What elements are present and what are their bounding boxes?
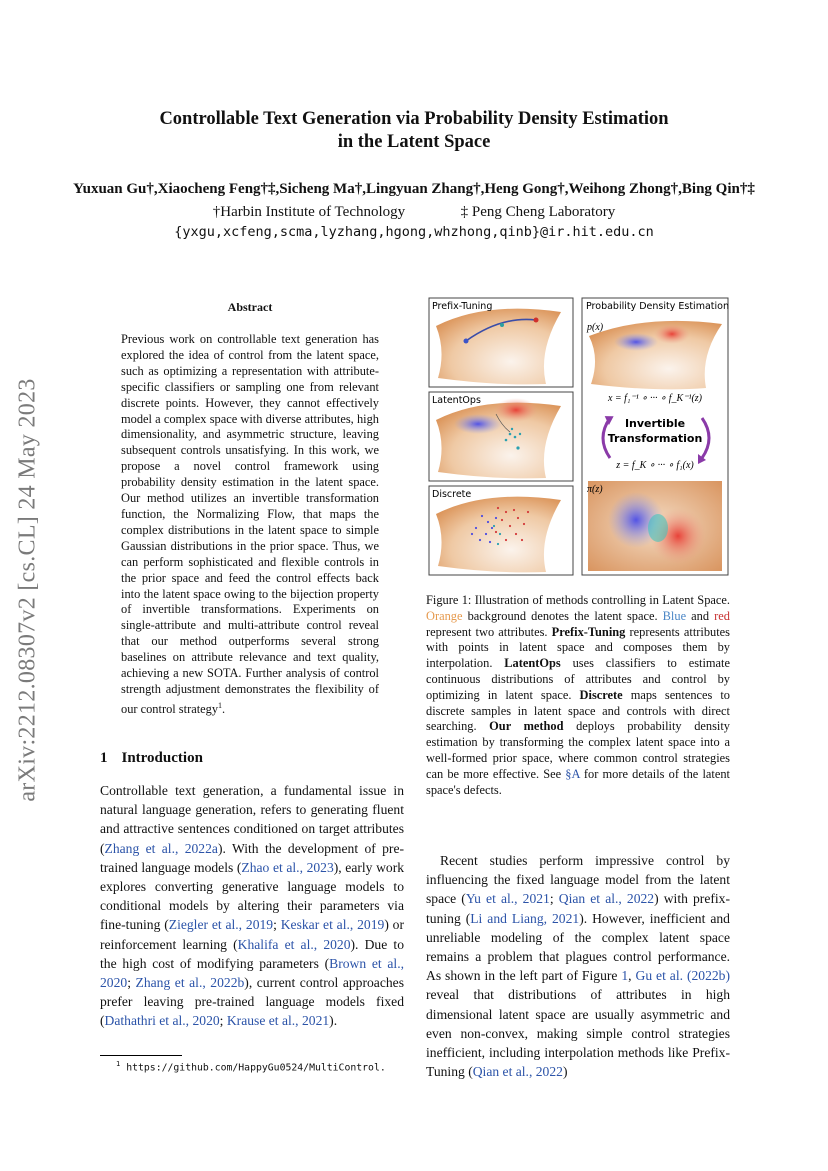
interpolated-point [500,323,504,327]
caption-text: uses classifiers to estimate continuous distributions of attributes and control by optimizing in latent space. [426,656,730,702]
red-distribution [654,324,690,344]
caption-text: background denotes the latent space. [462,608,663,623]
citation-link[interactable]: Li and Liang, 2021 [470,910,580,926]
appendix-link[interactable]: §A [565,766,580,781]
red-distribution [494,398,538,422]
intersection-region [648,514,668,542]
latent-space-sheet [436,309,561,385]
piz-label: π(z) [587,484,603,495]
figure-1-illustration [426,296,732,582]
panel-label-prefix-tuning: Prefix-Tuning [432,301,493,312]
panel-label-pde: Probability Density Estimation [586,301,729,312]
citation-link[interactable]: Yu et al., 2021 [465,891,550,907]
px-label: p(x) [587,322,604,333]
col2-text: reveal that distributions of attributes in high dimensional latent space are usually asymmetric and even non-convex, making simple control strategies inefficient, including interpolation methods like Prefix-Tuning ( [426,987,730,1080]
caption-text: represent two attributes. [426,624,552,639]
citation-link[interactable]: Ziegler et al., 2019 [168,917,274,933]
footnote-mark: 1 [116,1060,121,1068]
citation-link[interactable]: Brown et al., 2020 [100,955,404,991]
intro-text: ), early work explores converting generative language models to conditional models by altering their parameters via fine-tuning ( [100,859,405,933]
affiliation-hit: †Harbin Institute of Technology [212,204,406,220]
caption-text: represents attributes with points in latent space and composes them by interpolation. [426,624,730,671]
intro-text: ). Due to the high cost of modifying parameters ( [100,936,404,971]
citation-link[interactable]: Khalifa et al., 2020 [237,936,351,952]
footnote [116,1060,386,1073]
caption-red-word: red [714,608,730,623]
footnote-url[interactable]: https://github.com/HappyGu0524/MultiControl. [126,1062,386,1074]
col2-text: ). However, inefficient and unreliable modeling of the complex latent space remains a problem that plagues control performance. As shown in the left part of Figure [426,910,730,984]
caption-keyword: Our method [489,719,564,734]
caption-text: Figure 1: Illustration of methods controlling in Latent Space. [426,593,730,607]
invertible-label-line2: Transformation [607,432,703,445]
intro-text: ; [127,975,136,991]
citation-link[interactable]: Zhang et al., 2022b [135,975,245,991]
blue-distribution [454,414,502,434]
author-emails: {yxgu,xcfeng,scma,lyzhang,hgong,whzhong,qinb}@ir.hit.edu.cn [174,224,654,240]
column-2-paragraph [426,851,730,1081]
arxiv-stamp [8,330,48,850]
abstract-body: Previous work on controllable text generation has explored the idea of control from the latent space, such as optimizing a representation with attribute-specific classifiers or sampling one from relevant discrete points. However, they cannot effectively model a complex space with diverse attributes, high dimensionality, and asymmetric structure, leaving subsequent controls unsatisfying. In this work, we propose a novel control framework using probability density estimation in the latent space. Our method utilizes an invertible transformation function, the Normalizing Flow, that maps the complex distributions in the latent space to simple Gaussian distributions in the prior space. Thus, we can perform sophisticated and flexible controls in the prior space and feed the control effects back into the latent space owing to the bijection property of invertible transformations. Experiments on single-attribute and multi-attribute control reveal that our method outperforms several strong baselines on attribute relevance and text quality, achieving a new SOTA. Further analysis of control strength adjustment demonstrates the flexibility of our control strategy [121,332,379,716]
footnote-rule [100,1055,182,1056]
caption-keyword: Discrete [579,687,623,702]
col2-text: , [628,968,636,984]
section-title: Introduction [121,750,203,766]
citation-link[interactable]: Gu et al. (2022b) [635,968,730,984]
title-line-2: in the Latent Space [337,132,491,152]
citation-link[interactable]: Qian et al., 2022 [558,891,655,907]
forward-equation: z = f_K ∘ ··· ∘ f₁(x) [616,460,694,471]
citation-link[interactable]: Zhao et al., 2023 [241,859,334,875]
blue-distribution [614,333,658,351]
red-attribute-point [534,318,539,323]
intro-text: ). With the development of pre-trained language models ( [100,840,404,875]
abstract-footnote-mark[interactable]: 1 [218,700,223,710]
caption-orange-word: Orange [426,608,463,623]
invertible-label-line1: Invertible [624,417,686,430]
col2-text: ) with prefix-tuning ( [426,891,730,926]
abstract-heading: Abstract [227,300,273,314]
intro-text: ; [273,917,281,933]
figure-ref-link[interactable]: 1 [621,968,629,984]
panel-label-latentops: LatentOps [432,395,481,406]
caption-text: and [686,608,715,623]
col2-text: ; [549,891,559,907]
intro-text: ), current control approaches prefer leaving pre-trained language models fixed ( [100,975,404,1029]
section-number: 1 [100,750,108,766]
citation-link[interactable]: Keskar et al., 2019 [280,917,385,933]
affiliation-pcl: ‡ Peng Cheng Laboratory [460,204,616,220]
intro-text: ; [219,1013,227,1029]
caption-blue-word: Blue [662,608,687,623]
col2-text: Recent studies perform impressive control by influencing the fixed language model from the latent space ( [426,853,730,907]
citation-link[interactable]: Dathathri et al., 2020 [104,1013,220,1029]
caption-keyword: LatentOps [504,656,561,671]
citation-link[interactable]: Zhang et al., 2022a [104,840,218,856]
caption-text: maps sentences to discrete samples in latent space and controls with direct searching. [426,687,730,734]
abstract-text: Previous work on controllable text generation has explored the idea of control from the latent space, such as optimizing a representation with attribute-specific classifiers or sampling one from relevant discrete points. However, they cannot effectively model a complex space with diverse attributes, high dimensionality, and asymmetric structure, leaving subsequent controls unsatisfying. In this work, we propose a novel control framework using probability density estimation in the latent space. Our method utilizes an invertible transformation function, the Normalizing Flow, that maps the complex distributions in the latent space to simple Gaussian distributions in the prior space. Thus, we can perform sophisticated and flexible controls in the prior space and feed the control effects back into the latent space owing to the bijection property of invertible transformations. Experiments on single-attribute and multi-attribute control reveal that our method outperforms several strong baselines on attribute relevance and text quality, achieving a new SOTA. Further analysis of control strength adjustment demonstrates the flexibility of our control strategy$^1$. [121,332,379,716]
arxiv-id: arXiv:2212.08307v2 [cs.CL] 24 May 2023 [14,378,41,802]
panel-label-discrete: Discrete [432,489,472,500]
intro-text: Controllable text generation, a fundamental issue in natural language generation, refers to generating fluent and attractive sentences conditioned on target attributes ( [100,783,404,856]
col2-text: ) [562,1064,568,1080]
citation-link[interactable]: Qian et al., 2022 [472,1064,563,1080]
caption-text: deploys probability density estimation by transforming the complex latent space into a well-formed prior space, where common control strategies can be more effective. See [426,719,730,781]
title-line-1: Controllable Text Generation via Probability Density Estimation [159,109,669,129]
caption-text: for more details of the latent space's defects. [426,766,730,797]
affiliations [0,203,828,221]
intro-text: ). [329,1013,338,1029]
paper-title [0,108,828,154]
section-heading-introduction [100,750,203,767]
author-list: Yuxuan Gu†,Xiaocheng Feng†‡,Sicheng Ma†,Lingyuan Zhang†,Heng Gong†,Weihong Zhong†,Bing Qin†‡ [73,181,755,197]
intro-text: ) or reinforcement learning ( [100,917,404,952]
figure-1-caption [426,593,730,798]
blue-attribute-point [464,339,469,344]
introduction-paragraph [100,781,404,1031]
caption-keyword: Prefix-Tuning [551,624,626,639]
citation-link[interactable]: Krause et al., 2021 [226,1013,330,1029]
inverse-equation: x = f₁⁻¹ ∘ ··· ∘ f_K⁻¹(z) [607,393,703,404]
